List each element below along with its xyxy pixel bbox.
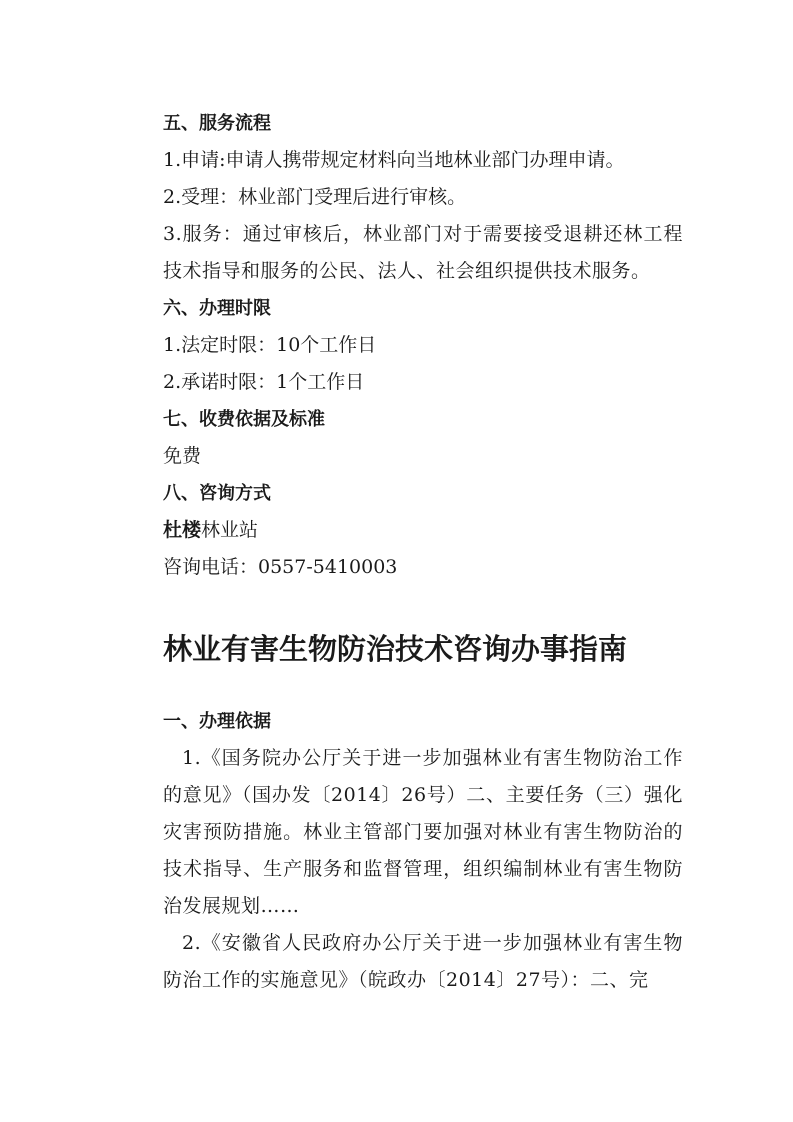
- section-heading-consultation: 八、咨询方式: [163, 483, 271, 504]
- consultation-org: [163, 512, 683, 549]
- consultation-phone: 咨询电话：0557-5410003: [163, 556, 398, 578]
- section-heading-time-limit: 六、办理时限: [163, 298, 271, 319]
- document-content: [163, 105, 683, 999]
- consultation-org-suffix: 林业站: [201, 519, 259, 541]
- title-spacer: [163, 669, 683, 703]
- section-heading-service-process: 五、服务流程: [163, 113, 271, 134]
- time-limit-legal: 1.法定时限：10个工作日: [163, 334, 377, 356]
- section-heading-basis: 一、办理依据: [163, 711, 271, 732]
- service-step-accept: 2.受理：林业部门受理后进行审核。: [163, 186, 467, 208]
- time-limit-promised: 2.承诺时限：1个工作日: [163, 371, 365, 393]
- basis-paragraph-2: 2.《安徽省人民政府办公厅关于进一步加强林业有害生物防治工作的实施意见》（皖政办〔2014〕27号）：二、完: [163, 932, 683, 991]
- guide-title: 林业有害生物防治技术咨询办事指南: [163, 632, 628, 666]
- basis-paragraph-1: 1.《国务院办公厅关于进一步加强林业有害生物防治工作的意见》（国办发〔2014〕26号）二、主要任务（三）强化灾害预防措施。林业主管部门要加强对林业有害生物防治的技术指导、生产服务和监督管理，组织编制林业有害生物防治发展规划……: [163, 747, 683, 917]
- section-heading-fees: 七、收费依据及标准: [163, 409, 325, 430]
- service-step-serve: 3.服务：通过审核后，林业部门对于需要接受退耕还林工程技术指导和服务的公民、法人、社会组织提供技术服务。: [163, 223, 683, 282]
- consultation-org-name: 杜楼: [163, 519, 202, 541]
- fee-text: 免费: [163, 445, 202, 467]
- service-step-apply: 1.申请:申请人携带规定材料向当地林业部门办理申请。: [163, 149, 625, 171]
